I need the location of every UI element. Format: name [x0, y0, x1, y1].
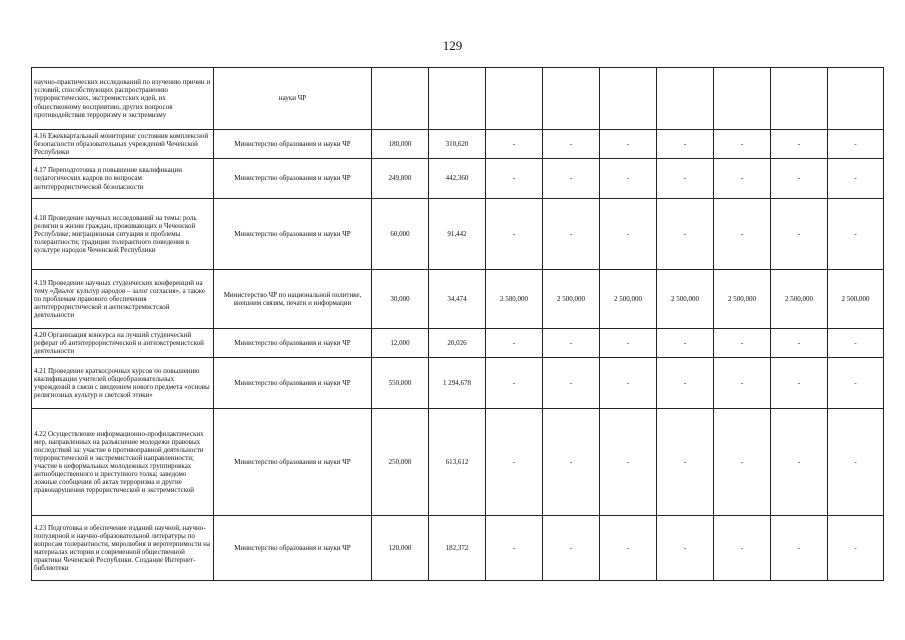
year-amount-cell: - [771, 358, 828, 409]
table-row [32, 270, 884, 329]
year-amount-cell: - [714, 199, 771, 270]
table-row [32, 329, 884, 358]
executor-cell: Министерство образования и науки ЧР [214, 130, 372, 159]
amount-cell: 20,026 [429, 329, 486, 358]
year-amount-cell: - [828, 516, 884, 581]
executor-cell: Министерство образования и науки ЧР [214, 329, 372, 358]
year-amount-cell: - [657, 516, 714, 581]
year-amount-cell [714, 68, 771, 130]
year-amount-cell: - [600, 199, 657, 270]
amount-cell: 34,474 [429, 270, 486, 329]
year-amount-cell: - [714, 159, 771, 199]
amount-cell: 30,000 [372, 270, 429, 329]
year-amount-cell: - [714, 329, 771, 358]
amount-cell: 180,000 [372, 130, 429, 159]
year-amount-cell: 2 500,000 [486, 270, 543, 329]
year-amount-cell: - [600, 516, 657, 581]
year-amount-cell: 2 500,000 [543, 270, 600, 329]
activity-name-cell: 4.18 Проведение научных исследований на темы: роль религии в жизни граждан, проживающих в Чеченской Республике; миграционная ситуация и проблемы толерантности; традиции толерантного поведения в культуре народов Чеченской Республики [32, 199, 214, 270]
activity-name-cell: 4.23 Подготовка и обеспечение изданий научной, научно-популярной и научно-образовательной литературы по вопросам толерантности, миролюбия и веротерпимости на материалах истории и современной общественной практики Чеченской Республики. Создание Интернет-библиотеки [32, 516, 214, 581]
year-amount-cell: - [828, 199, 884, 270]
year-amount-cell: - [600, 159, 657, 199]
amount-cell [372, 68, 429, 130]
year-amount-cell: - [714, 409, 771, 516]
year-amount-cell: - [771, 329, 828, 358]
page-number: 129 [442, 38, 463, 53]
year-amount-cell: - [714, 516, 771, 581]
amount-cell: 182,372 [429, 516, 486, 581]
year-amount-cell [600, 68, 657, 130]
table-row [32, 358, 884, 409]
table-row [32, 159, 884, 199]
year-amount-cell: 2 500,000 [771, 270, 828, 329]
year-amount-cell: - [657, 409, 714, 516]
year-amount-cell: 2 500,000 [714, 270, 771, 329]
year-amount-cell: - [657, 130, 714, 159]
year-amount-cell: 2 500,000 [657, 270, 714, 329]
year-amount-cell: - [657, 159, 714, 199]
year-amount-cell: 2 500,000 [600, 270, 657, 329]
year-amount-cell: - [771, 159, 828, 199]
year-amount-cell: - [486, 516, 543, 581]
year-amount-cell [828, 68, 884, 130]
year-amount-cell: - [543, 358, 600, 409]
year-amount-cell: - [600, 329, 657, 358]
executor-cell: Министерство образования и науки ЧР [214, 516, 372, 581]
activity-name-cell: научно-практических исследований по изучению причин и условий, способствующих распространению террористических, экстремистских идей, их общественному восприятию, других вопросов противодействия терроризму и экстремизму [32, 68, 214, 130]
executor-cell: Министерство образования и науки ЧР [214, 358, 372, 409]
year-amount-cell [543, 68, 600, 130]
year-amount-cell: - [543, 159, 600, 199]
year-amount-cell: - [657, 329, 714, 358]
year-amount-cell: - [543, 199, 600, 270]
year-amount-cell: - [543, 329, 600, 358]
year-amount-cell: - [828, 409, 884, 516]
year-amount-cell: - [714, 130, 771, 159]
table-row [32, 409, 884, 516]
year-amount-cell: - [828, 130, 884, 159]
year-amount-cell: - [543, 516, 600, 581]
year-amount-cell: - [828, 358, 884, 409]
activity-name-cell: 4.20 Организация конкурса на лучший студенческий реферат об антитеррористической и антиэкстремистской деятельности [32, 329, 214, 358]
amount-cell: 120,000 [372, 516, 429, 581]
year-amount-cell: - [828, 159, 884, 199]
year-amount-cell: - [486, 159, 543, 199]
amount-cell: 249,800 [372, 159, 429, 199]
amount-cell [429, 68, 486, 130]
year-amount-cell: - [714, 358, 771, 409]
activity-name-cell: 4.19 Проведение научных студенческих конференций на тему «Диалог культур народов – залог согласия», а также по проблемам правового обеспечения антитеррористической и антиэкстремистской деятельности [32, 270, 214, 329]
table-row [32, 130, 884, 159]
activity-name-cell: 4.22 Осуществление информационно-профилактических мер, направленных на разъяснение молодежи правовых последствий за: участие в противоправной деятельности террористической и экстремистской направленности; участие в неформальных молодежных группировках антиобщественного и преступного толка; заведомо ложные сообщения об актах терроризма и другие правонарушения террористической и экстремистской [32, 409, 214, 516]
year-amount-cell: - [657, 199, 714, 270]
table-row [32, 68, 884, 130]
amount-cell: 60,000 [372, 199, 429, 270]
amount-cell: 91,442 [429, 199, 486, 270]
activity-name-cell: 4.17 Переподготовка и повышение квалификации педагогических кадров по вопросам антитеррористической безопасности [32, 159, 214, 199]
amount-cell: 310,620 [429, 130, 486, 159]
year-amount-cell [771, 68, 828, 130]
year-amount-cell: - [486, 358, 543, 409]
executor-cell: науки ЧР [214, 68, 372, 130]
year-amount-cell: - [486, 329, 543, 358]
amount-cell: 12,000 [372, 329, 429, 358]
executor-cell: Министерство образования и науки ЧР [214, 159, 372, 199]
amount-cell: 550,000 [372, 358, 429, 409]
year-amount-cell: - [543, 409, 600, 516]
year-amount-cell: - [771, 516, 828, 581]
year-amount-cell [486, 68, 543, 130]
year-amount-cell: 2 500,000 [828, 270, 884, 329]
year-amount-cell: - [543, 130, 600, 159]
year-amount-cell: - [771, 199, 828, 270]
executor-cell: Министерство образования и науки ЧР [214, 409, 372, 516]
table-row [32, 199, 884, 270]
year-amount-cell: - [600, 409, 657, 516]
year-amount-cell: - [771, 409, 828, 516]
year-amount-cell [657, 68, 714, 130]
year-amount-cell: - [828, 329, 884, 358]
year-amount-cell: - [486, 130, 543, 159]
amount-cell: 442,360 [429, 159, 486, 199]
year-amount-cell: - [771, 130, 828, 159]
program-activities-table [31, 67, 884, 581]
year-amount-cell: - [600, 130, 657, 159]
year-amount-cell: - [600, 358, 657, 409]
executor-cell: Министерство ЧР по национальной политике, внешним связям, печати и информации [214, 270, 372, 329]
year-amount-cell: - [486, 199, 543, 270]
activity-name-cell: 4.16 Ежеквартальный мониторинг состояния комплексной безопасности образовательных учреждений Чеченской Республики [32, 130, 214, 159]
amount-cell: 1 294,678 [429, 358, 486, 409]
amount-cell: 250,000 [372, 409, 429, 516]
executor-cell: Министерство образования и науки ЧР [214, 199, 372, 270]
year-amount-cell: - [486, 409, 543, 516]
activity-name-cell: 4.21 Проведение краткосрочных курсов по повышению квалификации учителей общеобразовательных учреждений в связи с введением нового предмета «основы религиозных культур и светской этики» [32, 358, 214, 409]
year-amount-cell: - [657, 358, 714, 409]
table-row [32, 516, 884, 581]
amount-cell: 613,612 [429, 409, 486, 516]
